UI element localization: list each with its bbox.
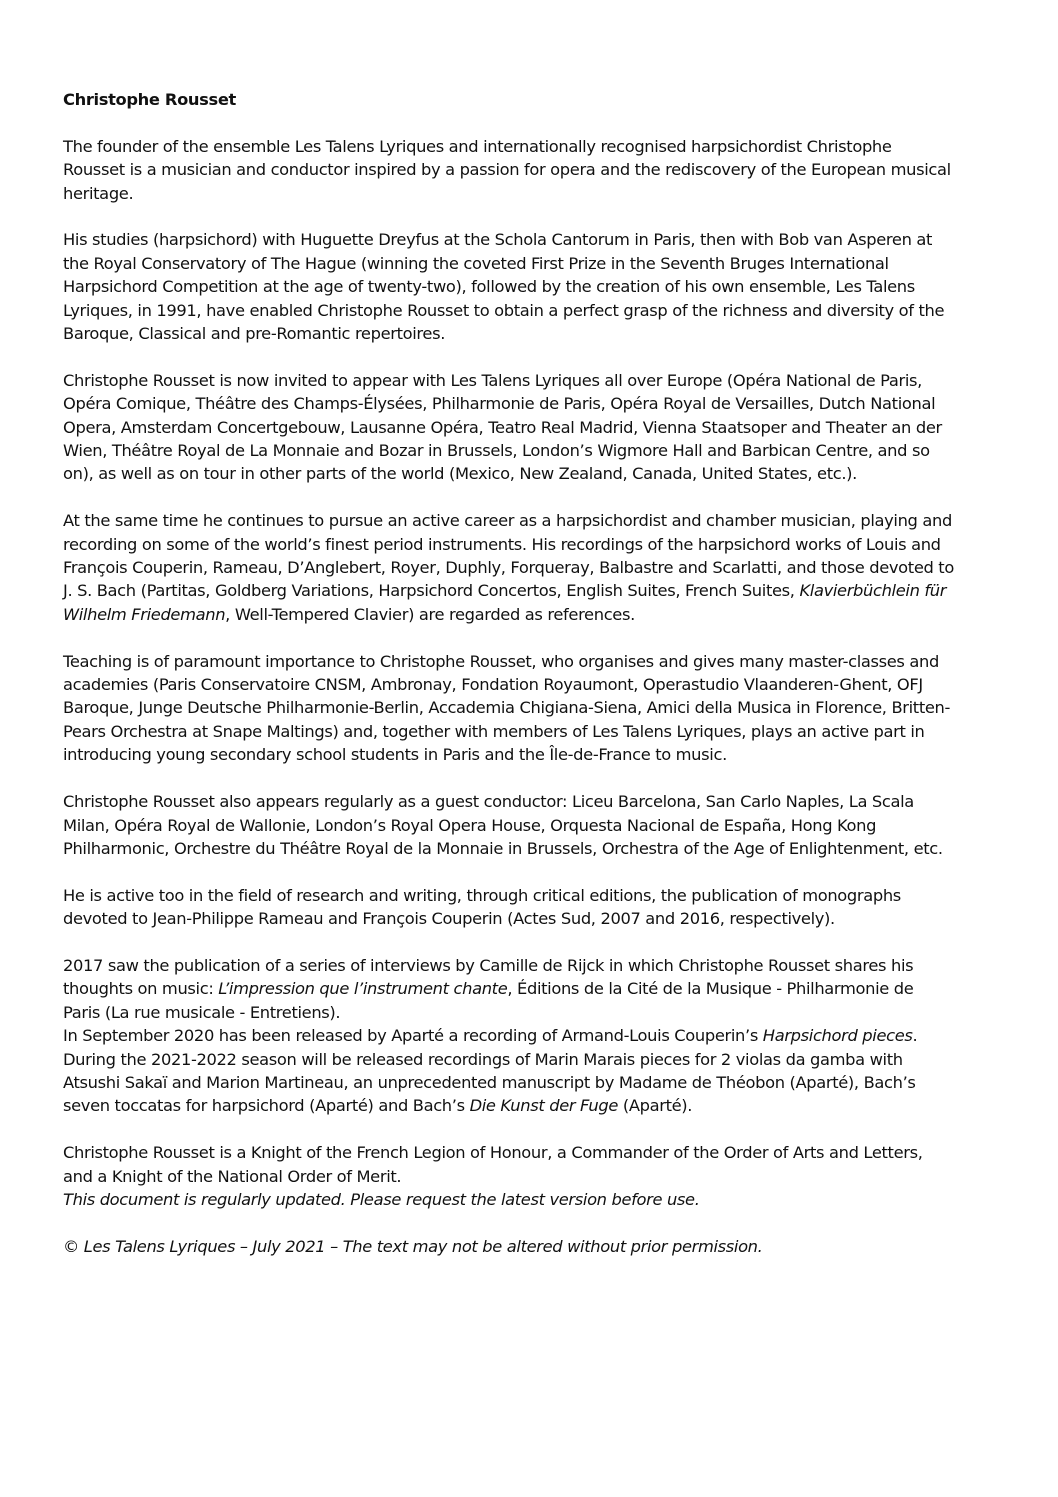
text-line: Wien, Théâtre Royal de La Monnaie and Bozar in Brussels, London’s Wigmore Hall and Barbican Centre, and so	[63, 441, 930, 461]
text-line: François Couperin, Rameau, D’Anglebert, Royer, Duphly, Forqueray, Balbastre and Scarlatti, and those devoted to	[63, 558, 954, 578]
text-line: Philharmonic, Orchestre du Théâtre Royal de la Monnaie in Brussels, Orchestra of the Age of Enlightenment, etc.	[63, 838, 943, 858]
text-line: recording on some of the world’s finest period instruments. His recordings of the harpsichord works of Louis and	[63, 534, 941, 554]
text-line: During the 2021-2022 season will be released recordings of Marin Marais pieces for 2 violas da gamba with	[63, 1049, 903, 1069]
text-line: Christophe Rousset is a Knight of the French Legion of Honour, a Commander of the Order of Arts and Letters,	[63, 1143, 923, 1163]
italic-title: Harpsichord pieces	[762, 1026, 913, 1046]
paragraph-honours	[63, 1141, 998, 1211]
text-line: academies (Paris Conservatoire CNSM, Ambronay, Fondation Royaumont, Operastudio Vlaanderen-Ghent, OFJ	[63, 675, 923, 695]
text-line: the Royal Conservatory of The Hague (winning the coveted First Prize in the Seventh Bruges International	[63, 253, 889, 273]
text-segment: , Well-Tempered Clavier) are regarded as references.	[225, 604, 635, 624]
copyright-notice	[63, 1235, 998, 1258]
copyright-text: Les Talens Lyriques – July 2021 – The text may not be altered without prior permission.	[83, 1236, 763, 1256]
paragraph-studies	[63, 228, 998, 345]
paragraph-publications	[63, 954, 998, 1118]
text-line	[63, 579, 998, 602]
text-line: Christophe Rousset also appears regularly as a guest conductor: Liceu Barcelona, San Carlo Naples, La Scala	[63, 792, 914, 812]
text-segment: thoughts on music:	[63, 979, 219, 999]
text-line: heritage.	[63, 183, 134, 203]
text-line: and a Knight of the National Order of Merit.	[63, 1166, 402, 1186]
text-line: Harpsichord Competition at the age of twenty-two), followed by the creation of his own ensemble, Les Talens	[63, 277, 915, 297]
document-page	[63, 88, 998, 1258]
text-line	[63, 1235, 998, 1258]
text-line: 2017 saw the publication of a series of interviews by Camille de Rijck in which Christophe Rousset shares his	[63, 955, 914, 975]
paragraph-research	[63, 884, 998, 931]
text-line: devoted to Jean-Philippe Rameau and François Couperin (Actes Sud, 2007 and 2016, respectively).	[63, 909, 835, 929]
text-segment: .	[912, 1026, 918, 1046]
text-segment: seven toccatas for harpsichord (Aparté) and Bach’s	[63, 1096, 470, 1116]
text-line	[63, 603, 998, 626]
italic-title: Die Kunst der Fuge	[469, 1096, 619, 1116]
text-line: introducing young secondary school students in Paris and the Île-de-France to music.	[63, 745, 727, 765]
text-line: Opéra Comique, Théâtre des Champs-Élysées, Philharmonie de Paris, Opéra Royal de Versailles, Dutch National	[63, 394, 936, 414]
text-line: Paris (La rue musicale - Entretiens).	[63, 1002, 341, 1022]
text-line	[63, 1024, 998, 1047]
text-line: Atsushi Sakaï and Marion Martineau, an unprecedented manuscript by Madame de Théobon (Aparté), Bach’s	[63, 1072, 916, 1092]
text-line: At the same time he continues to pursue an active career as a harpsichordist and chamber musician, playing and	[63, 511, 952, 531]
italic-title: Wilhelm Friedemann	[63, 604, 226, 624]
text-line: Milan, Opéra Royal de Wallonie, London’s Royal Opera House, Orquesta Nacional de España, Hong Kong	[63, 815, 877, 835]
paragraph-guest-conductor	[63, 790, 998, 860]
text-line: His studies (harpsichord) with Huguette Dreyfus at the Schola Cantorum in Paris, then with Bob van Asperen at	[63, 230, 933, 250]
paragraph-recordings	[63, 509, 998, 626]
text-line: Opera, Amsterdam Concertgebouw, Lausanne Opéra, Teatro Real Madrid, Vienna Staatsoper and Theater an der	[63, 417, 942, 437]
text-segment: In September 2020 has been released by Aparté a recording of Armand-Louis Couperin’s	[63, 1026, 763, 1046]
document-title: Christophe Rousset	[63, 90, 236, 109]
text-line: He is active too in the field of research and writing, through critical editions, the publication of monographs	[63, 885, 901, 905]
paragraph-teaching	[63, 650, 998, 767]
text-line: Baroque, Junge Deutsche Philharmonie-Berlin, Accademia Chigiana-Siena, Amici della Musica in Florence, Britten-	[63, 698, 951, 718]
text-line: Teaching is of paramount importance to Christophe Rousset, who organises and gives many master-classes and	[63, 651, 939, 671]
italic-title: L’impression que l’instrument chante	[218, 979, 508, 999]
text-line: Pears Orchestra at Snape Maltings) and, together with members of Les Talens Lyriques, plays an active part in	[63, 721, 925, 741]
text-line: on), as well as on tour in other parts of the world (Mexico, New Zealand, Canada, United States, etc.).	[63, 464, 857, 484]
text-segment: , Éditions de la Cité de la Musique - Philharmonie de	[507, 979, 914, 999]
text-segment: J. S. Bach (Partitas, Goldberg Variations, Harpsichord Concertos, English Suites, French Suites,	[63, 581, 800, 601]
copyright-symbol: ©	[63, 1236, 84, 1256]
update-notice: This document is regularly updated. Please request the latest version before use.	[63, 1189, 700, 1209]
text-line: Baroque, Classical and pre-Romantic repertoires.	[63, 324, 446, 344]
text-line: Lyriques, in 1991, have enabled Christophe Rousset to obtain a perfect grasp of the richness and diversity of the	[63, 300, 945, 320]
text-line: The founder of the ensemble Les Talens Lyriques and internationally recognised harpsichordist Christophe	[63, 136, 892, 156]
text-line	[63, 1094, 998, 1117]
paragraph-founder	[63, 135, 998, 205]
text-line: Christophe Rousset is now invited to appear with Les Talens Lyriques all over Europe (Opéra National de Paris,	[63, 370, 923, 390]
text-line	[63, 977, 998, 1000]
text-segment: (Aparté).	[618, 1096, 693, 1116]
paragraph-europe	[63, 369, 998, 486]
text-line: Rousset is a musician and conductor inspired by a passion for opera and the rediscovery of the European musical	[63, 160, 951, 180]
italic-title: Klavierbüchlein für	[799, 581, 947, 601]
